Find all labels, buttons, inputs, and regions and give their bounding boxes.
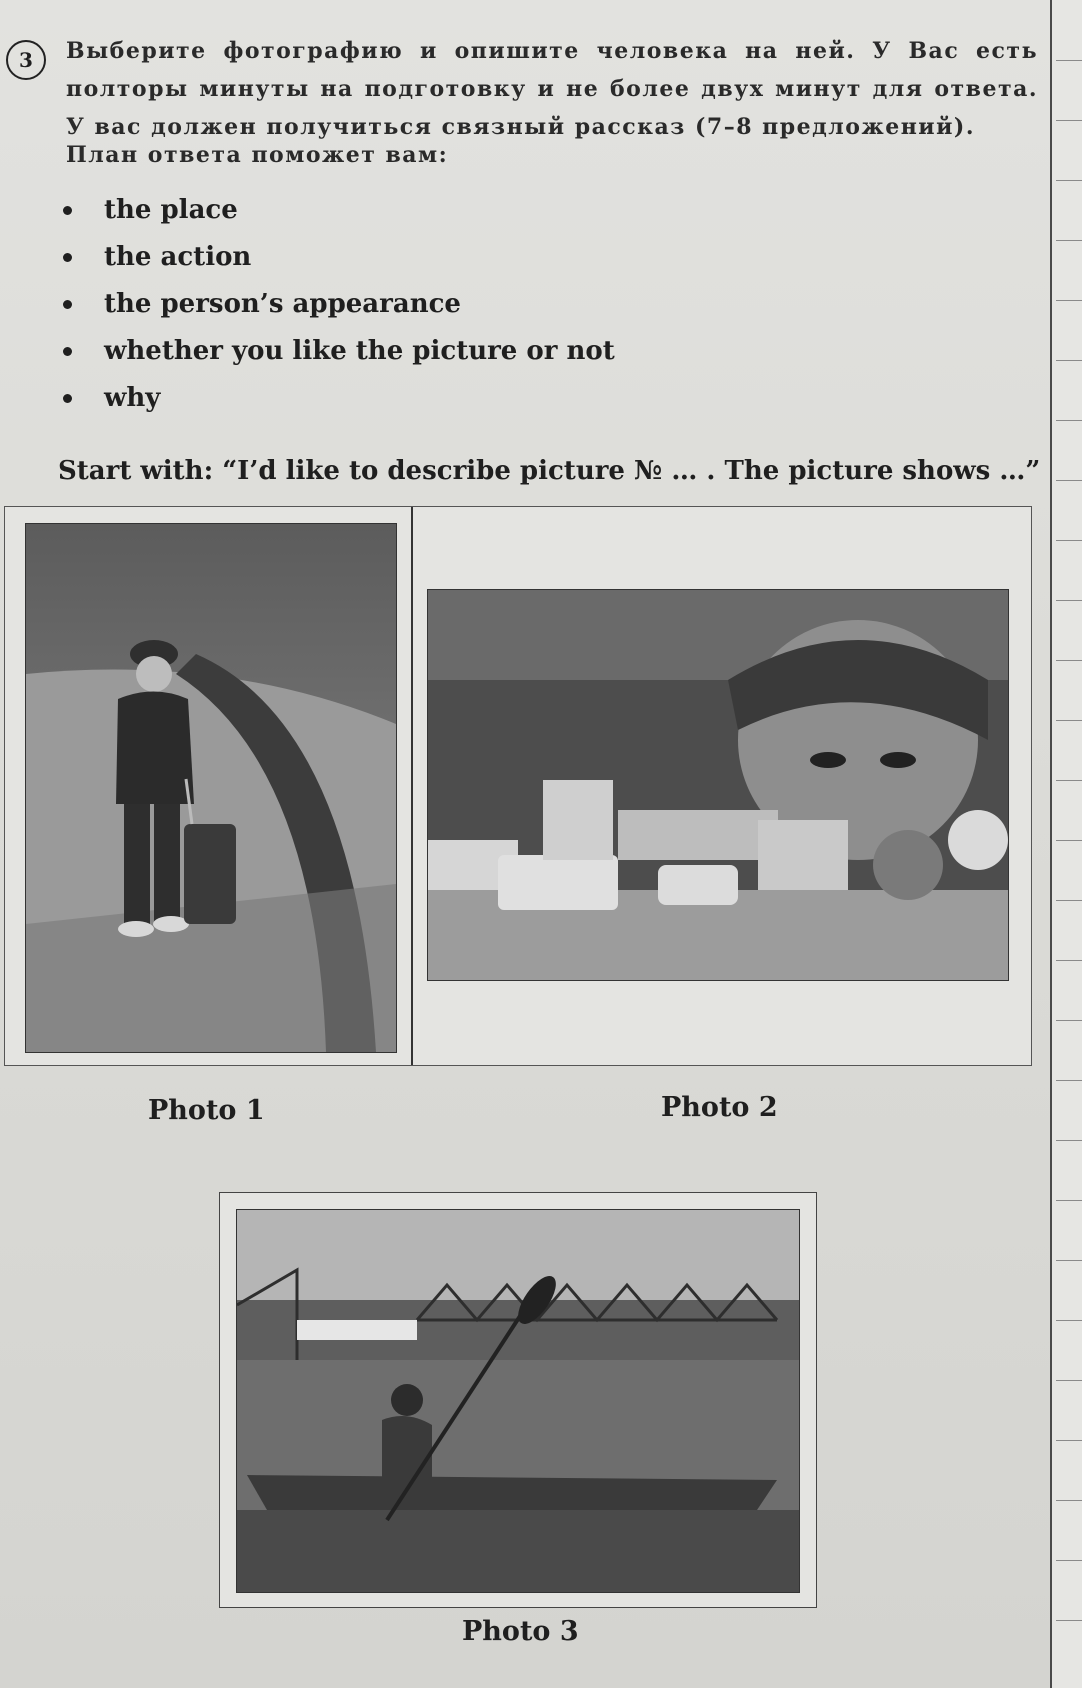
- margin-tick: [1056, 60, 1082, 61]
- plan-label: План ответа поможет вам:: [66, 142, 449, 168]
- margin-tick: [1056, 1260, 1082, 1261]
- margin-tick: [1056, 240, 1082, 241]
- margin-tick: [1056, 840, 1082, 841]
- margin-tick: [1056, 1440, 1082, 1441]
- margin-tick: [1056, 900, 1082, 901]
- margin-tick: [1056, 660, 1082, 661]
- margin-tick: [1056, 1200, 1082, 1201]
- plan-item: whether you like the picture or not: [60, 333, 615, 380]
- margin-tick: [1056, 420, 1082, 421]
- margin-tick: [1056, 540, 1082, 541]
- margin-tick: [1056, 720, 1082, 721]
- answer-margin: [1050, 0, 1082, 1688]
- margin-tick: [1056, 360, 1082, 361]
- margin-tick: [1056, 960, 1082, 961]
- margin-tick: [1056, 1500, 1082, 1501]
- margin-tick: [1056, 1140, 1082, 1141]
- task-number: 3: [6, 40, 46, 80]
- plan-list: [60, 192, 615, 427]
- plan-item: the person’s appearance: [60, 286, 615, 333]
- margin-tick: [1056, 600, 1082, 601]
- margin-tick: [1056, 120, 1082, 121]
- photo-2-caption: Photo 2: [661, 1092, 778, 1123]
- margin-tick: [1056, 780, 1082, 781]
- margin-tick: [1056, 1320, 1082, 1321]
- margin-tick: [1056, 480, 1082, 481]
- margin-tick: [1056, 1080, 1082, 1081]
- photo-divider: [411, 507, 413, 1065]
- photo-3-caption: Photo 3: [462, 1616, 579, 1647]
- start-phrase: Start with: “I’d like to describe picture № … . The picture shows …”: [58, 456, 1041, 486]
- photo-1-caption: Photo 1: [148, 1095, 265, 1126]
- plan-item: the place: [60, 192, 615, 239]
- photo-1-image: [25, 523, 397, 1053]
- photo-2-image: [427, 589, 1009, 981]
- plan-item: the action: [60, 239, 615, 286]
- margin-tick: [1056, 300, 1082, 301]
- plan-item: why: [60, 380, 615, 427]
- task-instructions: Выберите фотографию и опишите человека на ней. У Вас есть полторы минуты на подготовку и не более двух минут для ответа. У вас должен получиться связный рассказ (7–8 предложений).: [66, 38, 1038, 140]
- margin-tick: [1056, 1020, 1082, 1021]
- margin-tick: [1056, 180, 1082, 181]
- photo-row: [4, 506, 1032, 1066]
- margin-tick: [1056, 1620, 1082, 1621]
- photo-3-image: [236, 1209, 800, 1593]
- photo-3-frame: [219, 1192, 817, 1608]
- margin-tick: [1056, 1560, 1082, 1561]
- margin-tick: [1056, 1380, 1082, 1381]
